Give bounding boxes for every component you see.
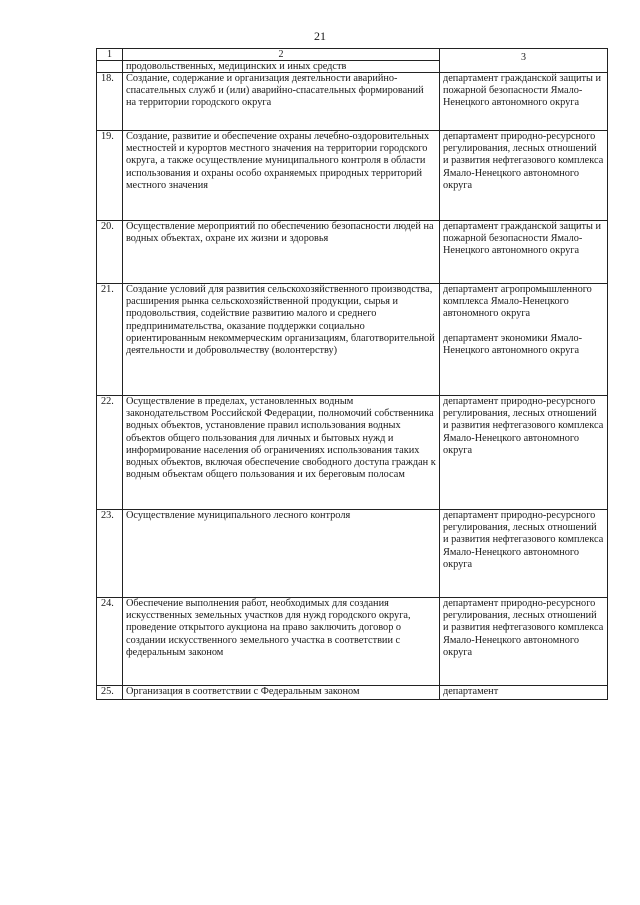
row-number: 18. — [97, 73, 123, 131]
table-row — [97, 131, 608, 221]
table-header-row — [97, 49, 608, 61]
continuation-num-cell — [97, 61, 123, 73]
table-row — [97, 284, 608, 396]
header-col-2: 2 — [123, 49, 440, 61]
header-col-3: 3 — [440, 49, 608, 73]
row-department: департамент агропромышленного комплекса Ямало-Ненецкого автономного округа — [443, 284, 592, 320]
row-power-text: Осуществление в пределах, установленных водным законодательством Российской Федерации, полномочий собственника водных объектов, установление правил использования водных объектов общего пользования для личных и бытовых нужд и информирование населения об ограничениях использования таких водных объектов, включая обеспечение свободного доступа граждан к водным объектам общего пользования и их береговым полосам — [123, 396, 440, 510]
table-row — [97, 221, 608, 284]
row-department: департамент — [440, 686, 608, 700]
row-number: 23. — [97, 510, 123, 598]
table-row — [97, 686, 608, 700]
powers-table — [96, 48, 608, 700]
row-department: департамент природно-ресурсного регулирования, лесных отношений и развития нефтегазового комплекса Ямало-Ненецкого автономного округа — [440, 396, 608, 510]
row-department: департамент природно-ресурсного регулирования, лесных отношений и развития нефтегазового комплекса Ямало-Ненецкого автономного округа — [440, 131, 608, 221]
header-col-1: 1 — [97, 49, 123, 61]
continuation-text: продовольственных, медицинских и иных средств — [123, 61, 440, 73]
row-number: 25. — [97, 686, 123, 700]
row-department: департамент природно-ресурсного регулирования, лесных отношений и развития нефтегазового комплекса Ямало-Ненецкого автономного округа — [440, 598, 608, 686]
row-power-text: Создание, содержание и организация деятельности аварийно-спасательных служб и (или) аварийно-спасательных формирований на территории городского округа — [123, 73, 440, 131]
row-department: департамент гражданской защиты и пожарной безопасности Ямало-Ненецкого автономного округа — [440, 221, 608, 284]
table-row — [97, 396, 608, 510]
row-department-secondary: департамент экономики Ямало-Ненецкого автономного округа — [443, 332, 583, 356]
table-row — [97, 73, 608, 131]
row-number: 21. — [97, 284, 123, 396]
row-power-text: Осуществление муниципального лесного контроля — [123, 510, 440, 598]
department-gap — [443, 321, 604, 333]
row-power-text: Организация в соответствии с Федеральным законом — [123, 686, 440, 700]
row-number: 20. — [97, 221, 123, 284]
row-department: департамент природно-ресурсного регулирования, лесных отношений и развития нефтегазового комплекса Ямало-Ненецкого автономного округа — [440, 510, 608, 598]
row-number: 19. — [97, 131, 123, 221]
row-department-cell — [440, 284, 608, 396]
row-number: 24. — [97, 598, 123, 686]
row-number: 22. — [97, 396, 123, 510]
row-power-text: Обеспечение выполнения работ, необходимых для создания искусственных земельных участков для нужд городского округа, проведение открытого аукциона на право заключить договор о создании искусственного земельного участка в соответствии с федеральным законом — [123, 598, 440, 686]
row-power-text: Создание, развитие и обеспечение охраны лечебно-оздоровительных местностей и курортов местного значения на территории городского округа, а также осуществление муниципального контроля в области использования и охраны особо охраняемых природных территорий местного значения — [123, 131, 440, 221]
table-row — [97, 598, 608, 686]
page-number: 21 — [314, 29, 326, 43]
row-power-text: Создание условий для развития сельскохозяйственного производства, расширения рынка сельскохозяйственной продукции, сырья и продовольствия, содействие развитию малого и среднего предпринимательства, оказание поддержки социально ориентированным некоммерческим организациям, благотворительной деятельности и добровольчеству (волонтерству) — [123, 284, 440, 396]
table-row — [97, 510, 608, 598]
row-power-text: Осуществление мероприятий по обеспечению безопасности людей на водных объектах, охране их жизни и здоровья — [123, 221, 440, 284]
row-department: департамент гражданской защиты и пожарной безопасности Ямало-Ненецкого автономного округа — [440, 73, 608, 131]
